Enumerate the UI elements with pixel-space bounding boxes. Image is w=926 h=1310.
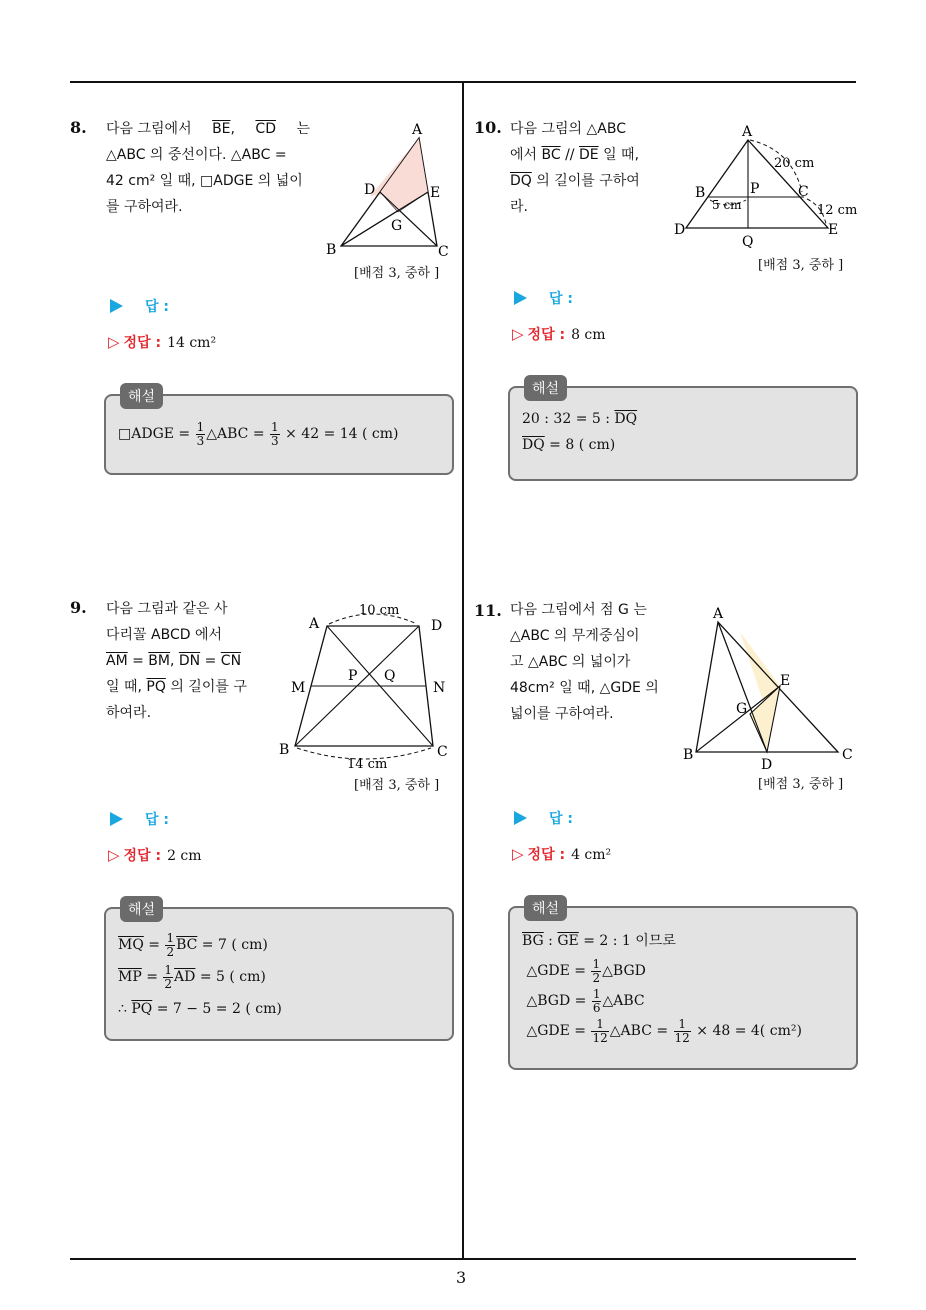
- question-11-solution: $\overline{BG}$ : $\overline{GE} = 2$ : 1 이므로 △GDE = $\frac{1}{2}$ △BGD △BGD = $\frac{1}{6}$ △ABC △GDE = $\frac{1}{12}$ △ABC = $\frac{1}{12}$ × 48 = 4( cm²): [522, 933, 802, 1045]
- question-8-solution: □ADGE = $\frac{1}{3}$ △ABC = $\frac{1}{3}$ × 42 = 14 ( cm): [118, 419, 399, 448]
- vertex-c-label: C: [798, 184, 809, 200]
- vertex-d-label: D: [431, 618, 443, 634]
- point-p-label: P: [348, 668, 358, 684]
- length-20-label: 20 cm: [774, 156, 815, 171]
- question-11-correct-answer: ▷ 정답 : 4 cm²: [512, 845, 612, 863]
- vertex-b-label: B: [326, 242, 337, 258]
- question-11-solution-tag: 해설: [524, 895, 567, 921]
- vertex-a-label: A: [309, 616, 320, 632]
- play-arrow-icon: [514, 291, 527, 305]
- outline-triangle-icon: ▷: [108, 846, 120, 864]
- play-arrow-icon: [110, 812, 123, 826]
- vertex-b-label: B: [683, 747, 694, 763]
- vertex-d-label: D: [761, 757, 773, 773]
- vertex-c-label: C: [438, 244, 449, 260]
- outline-triangle-icon: ▷: [108, 333, 120, 351]
- outline-triangle-icon: ▷: [512, 325, 524, 343]
- question-10-solution: 20 : 32 = 5 : $\overline{DQ}$ $\overline{DQ} = 8$ ( cm): [522, 411, 638, 453]
- question-10-text: 다음 그림의 △ABC 에서 $\overline{BC} // \overline{DE}$ 일 때, $\overline{DQ}$ 의 길이를 구하여 라.: [510, 121, 640, 215]
- question-9-correct-answer: ▷ 정답 : 2 cm: [108, 846, 202, 864]
- vertex-c-label: C: [437, 744, 448, 760]
- question-8-solution-tag: 해설: [120, 383, 163, 409]
- vertex-d-label: D: [364, 182, 376, 198]
- question-8-text: 다음 그림에서 $\overline{BE}$, $\overline{CD}$ 는 △ABC 의 중선이다. △ABC = 42 cm² 일 때, □ADGE 의 넓이 를 구하여라.: [106, 121, 310, 215]
- question-10-figure: [670, 120, 860, 255]
- question-8-number: 8.: [70, 118, 87, 137]
- question-10-points: [배점 3, 중하 ]: [758, 258, 844, 273]
- question-8-figure: [320, 120, 460, 265]
- top-length-label: 10 cm: [359, 603, 400, 618]
- question-11-number: 11.: [474, 601, 502, 620]
- question-10-number: 10.: [474, 118, 502, 137]
- question-9-number: 9.: [70, 598, 87, 617]
- bottom-rule: [70, 1258, 856, 1260]
- play-arrow-icon: [110, 299, 123, 313]
- point-q-label: Q: [742, 234, 754, 250]
- question-11-answer-prompt: 답 :: [514, 808, 573, 828]
- question-10-answer-prompt: 답 :: [514, 288, 573, 308]
- vertex-d-label: D: [674, 222, 686, 238]
- vertex-b-label: B: [695, 185, 706, 201]
- question-9-text: 다음 그림과 같은 사 다리꼴 ABCD 에서 $\overline{AM} = \overline{BM}$, $\overline{DN} = \overline{CN}$ 일 때, $\overline{PQ}$ 의 길이를 구 하여라.: [106, 601, 247, 721]
- point-q-label: Q: [384, 668, 396, 684]
- question-9-solution-tag: 해설: [120, 896, 163, 922]
- outline-triangle-icon: ▷: [512, 845, 524, 863]
- length-12-label: 12 cm: [817, 203, 858, 218]
- vertex-a-label: A: [713, 606, 724, 622]
- question-11-points: [배점 3, 중하 ]: [758, 777, 844, 792]
- vertex-a-label: A: [412, 122, 423, 138]
- vertex-b-label: B: [279, 742, 290, 758]
- vertex-c-label: C: [842, 747, 853, 763]
- question-10-solution-tag: 해설: [524, 375, 567, 401]
- question-9-answer-prompt: 답 :: [110, 809, 169, 829]
- question-8-points: [배점 3, 중하 ]: [354, 266, 440, 281]
- length-5-label: 5 cm: [712, 198, 742, 212]
- question-9-solution: $\overline{MQ}$ = $\frac{1}{2}$ $\overline{BC} = 7$ ( cm) $\overline{MP}$ = $\frac{1}{2}$ $\overline{AD} = 5$ ( cm) ∴ $\overline{PQ} = 7 - 5 = 2$ ( cm): [118, 930, 282, 1017]
- question-8-answer-prompt: 답 :: [110, 296, 169, 316]
- point-p-label: P: [750, 181, 760, 197]
- page-number: 3: [456, 1268, 467, 1287]
- question-11-text: 다음 그림에서 점 G 는 △ABC 의 무게중심이 고 △ABC 의 넓이가 48cm² 일 때, △GDE 의 넓이를 구하여라.: [510, 602, 659, 722]
- vertex-e-label: E: [828, 222, 839, 238]
- vertex-e-label: E: [780, 673, 791, 689]
- question-9-points: [배점 3, 중하 ]: [354, 778, 440, 793]
- vertex-a-label: A: [742, 124, 753, 140]
- point-m-label: M: [291, 680, 306, 696]
- question-11-figure: [680, 602, 860, 777]
- vertex-g-label: G: [736, 701, 748, 717]
- point-n-label: N: [433, 680, 446, 696]
- vertex-e-label: E: [430, 185, 441, 201]
- bottom-length-label: 14 cm: [347, 757, 388, 772]
- question-8-correct-answer: ▷ 정답 : 14 cm²: [108, 333, 217, 351]
- question-10-correct-answer: ▷ 정답 : 8 cm: [512, 325, 606, 343]
- vertex-g-label: G: [391, 218, 403, 234]
- question-9-figure: [275, 598, 465, 778]
- play-arrow-icon: [514, 811, 527, 825]
